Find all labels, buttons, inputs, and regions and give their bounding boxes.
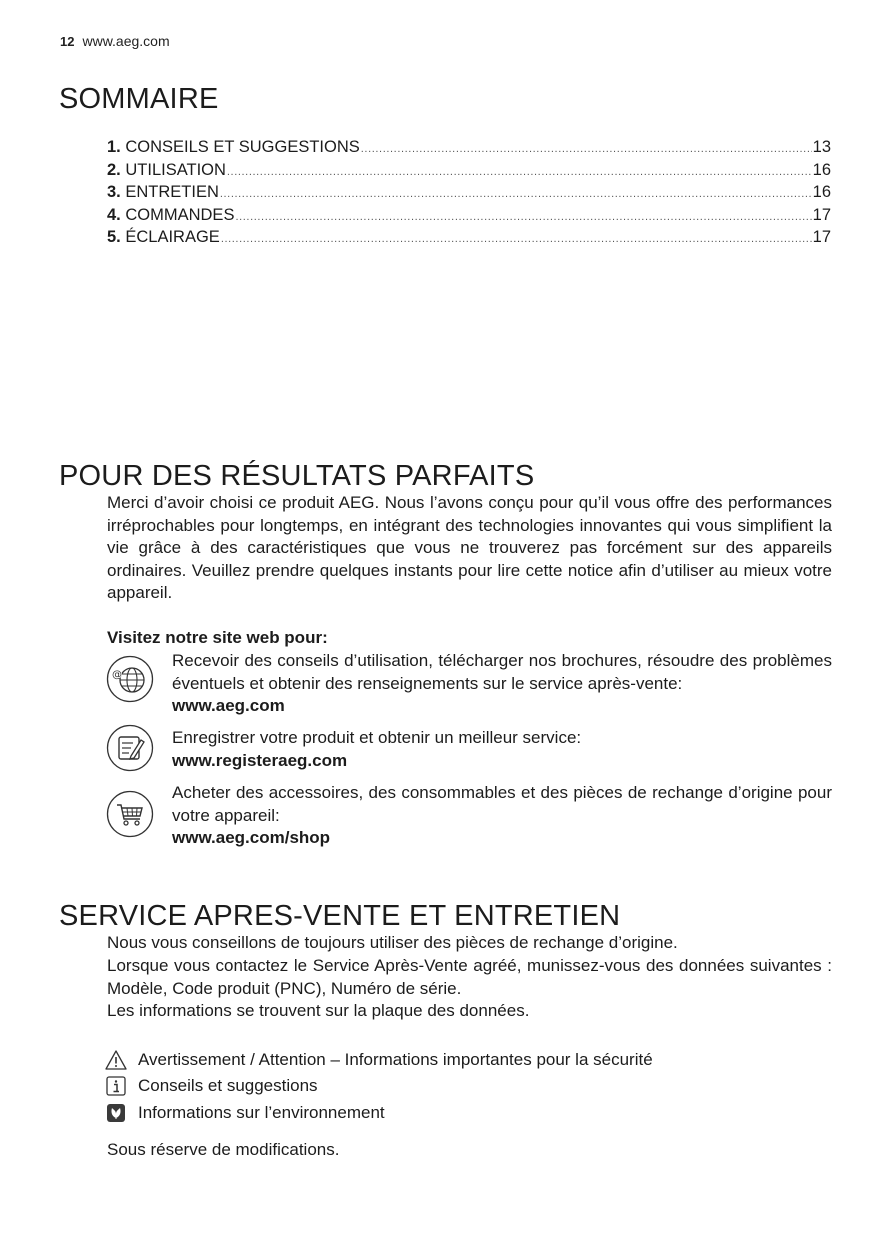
- toc-item-page: 17: [812, 228, 831, 247]
- toc-leader: [221, 228, 812, 251]
- toc-item-page: 17: [812, 205, 831, 224]
- header-site: www.aeg.com: [82, 33, 170, 49]
- toc-item[interactable]: [107, 136, 831, 159]
- visit-item-text: Acheter des accessoires, des consommables et des pièces de rechange d’origine pour votre appareil:: [172, 783, 832, 825]
- page-number: 12: [60, 34, 75, 49]
- visit-item: [172, 727, 832, 772]
- toc-item[interactable]: [107, 226, 831, 249]
- legend-text: Informations sur l’environnement: [138, 1103, 385, 1122]
- legend-text: Conseils et suggestions: [138, 1076, 318, 1095]
- toc-item-number: 1.: [107, 138, 121, 156]
- toc-leader: [227, 161, 812, 184]
- service-paragraph-3: Les informations se trouvent sur la plaque des données.: [107, 1001, 530, 1020]
- table-of-contents: [107, 136, 831, 249]
- toc-item[interactable]: [107, 181, 831, 204]
- toc-leader: [361, 138, 812, 161]
- shop-website-link[interactable]: www.aeg.com/shop: [172, 828, 331, 847]
- toc-item-label: ÉCLAIRAGE: [125, 228, 220, 247]
- toc-item-number: 5.: [107, 228, 121, 247]
- toc-item[interactable]: [107, 204, 831, 227]
- legend-text: Avertissement / Attention – Informations importantes pour la sécurité: [138, 1050, 653, 1069]
- visit-item: [172, 782, 832, 850]
- register-notepad-icon: [106, 724, 154, 772]
- web-globe-icon: [106, 655, 154, 703]
- footer-note: Sous réserve de modifications.: [107, 1140, 340, 1159]
- visit-title: Visitez notre site web pour:: [107, 628, 328, 647]
- info-icon: [104, 1075, 128, 1097]
- visit-item-text: Enregistrer votre produit et obtenir un meilleur service:: [172, 728, 582, 747]
- environment-leaf-icon: [104, 1102, 128, 1124]
- toc-item-label: CONSEILS ET SUGGESTIONS: [125, 138, 360, 156]
- page-header: [60, 33, 170, 49]
- toc-item-page: 16: [812, 183, 831, 202]
- svg-text:@: @: [112, 669, 122, 681]
- service-paragraph-1: Nous vous conseillons de toujours utiliser des pièces de rechange d’origine.: [107, 933, 678, 952]
- shopping-cart-icon: [106, 790, 154, 838]
- legend-item: [104, 1049, 653, 1071]
- results-intro: Merci d’avoir choisi ce produit AEG. Nous l’avons conçu pour qu’il vous offre des performances irréprochables pour longtemps, en intégrant des technologies innovantes qui vous simplifient la vie grâce à des caractéristiques que vous ne trouverez pas forcément sur des appareils ordinaires. Veuillez prendre quelques instants pour lire cette notice afin d’utiliser au mieux votre appareil.: [107, 493, 832, 602]
- aeg-website-link[interactable]: www.aeg.com: [172, 696, 285, 715]
- legend-item: [104, 1102, 385, 1124]
- register-website-link[interactable]: www.registeraeg.com: [172, 750, 348, 770]
- toc-item-page: 16: [812, 160, 831, 179]
- service-title: SERVICE APRES-VENTE ET ENTRETIEN: [59, 900, 621, 932]
- visit-item-text: Recevoir des conseils d’utilisation, télécharger nos brochures, résoudre des problèmes éventuels et obtenir des renseignements sur le service après-vente:: [172, 651, 832, 693]
- toc-item-label: COMMANDES: [125, 205, 235, 224]
- toc-item-label: ENTRETIEN: [125, 183, 219, 202]
- toc-item-number: 3.: [107, 183, 121, 202]
- toc-item-label: UTILISATION: [125, 160, 226, 179]
- warning-triangle-icon: [104, 1049, 128, 1071]
- visit-item: [172, 650, 832, 718]
- toc-item-number: 4.: [107, 205, 121, 224]
- toc-item[interactable]: [107, 159, 831, 182]
- service-paragraph-2: Lorsque vous contactez le Service Après-Vente agréé, munissez-vous des données suivantes : Modèle, Code produit (PNC), Numéro de série.: [107, 956, 832, 998]
- toc-leader: [220, 183, 812, 206]
- toc-item-number: 2.: [107, 160, 121, 179]
- sommaire-title: SOMMAIRE: [59, 83, 219, 115]
- results-title: POUR DES RÉSULTATS PARFAITS: [59, 460, 535, 492]
- toc-leader: [235, 206, 811, 229]
- toc-item-page: 13: [812, 138, 831, 156]
- legend-item: [104, 1075, 318, 1097]
